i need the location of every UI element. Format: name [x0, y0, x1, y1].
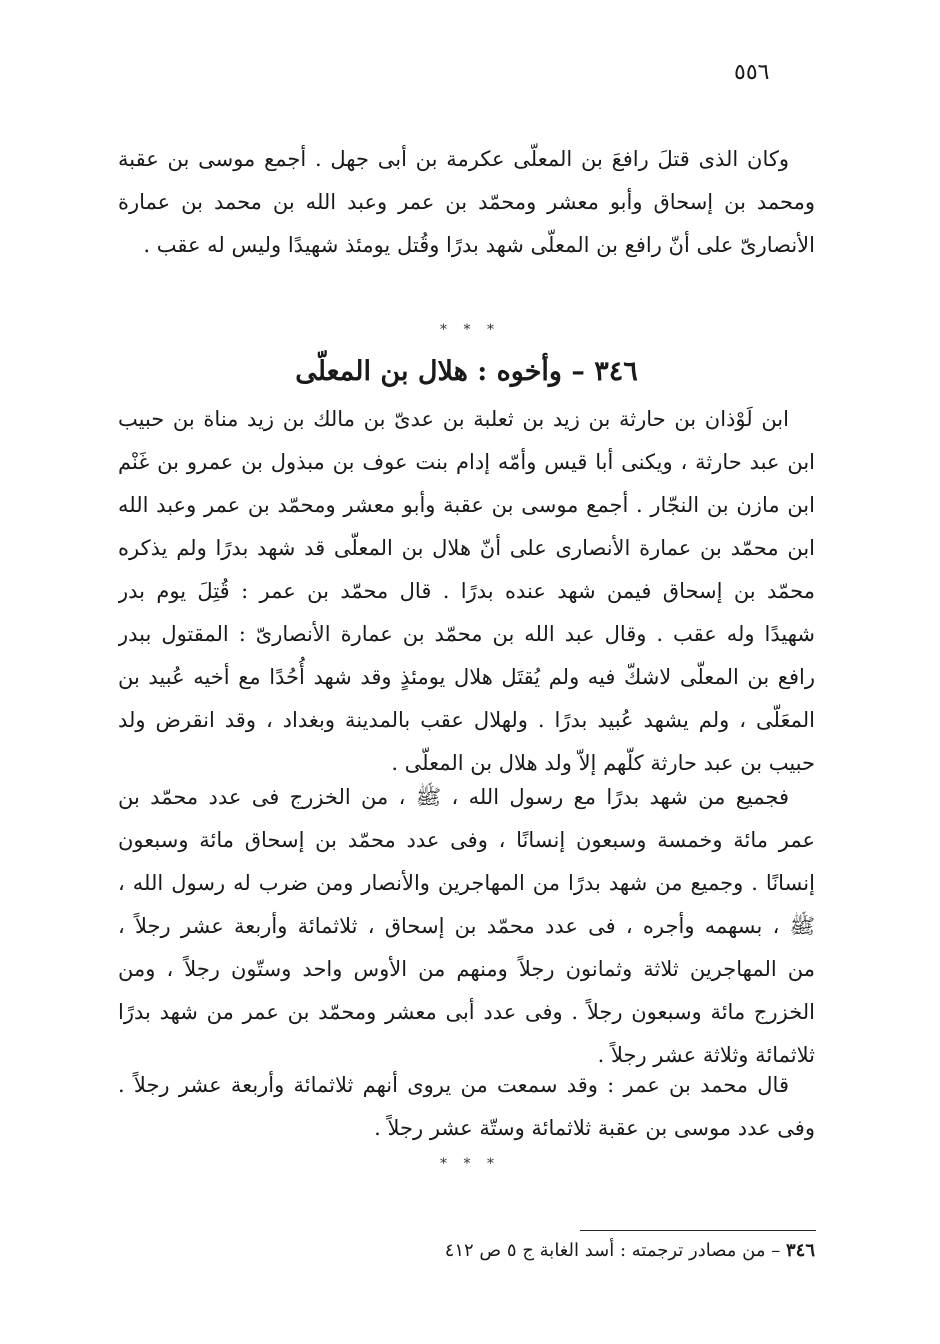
text-line: ابن مازن بن النجّار . أجمع موسى بن عقبة وأبو معشر ومحمّد بن عمر وعبد الله	[118, 493, 815, 517]
text-line: رافع بن المعلّى لاشكّ فيه ولم يُقتَل هلال يومئذٍ وقد شهد أُحُدًا مع أخيه عُبيد بن	[118, 665, 815, 689]
page-number: ٥٥٦	[734, 60, 770, 85]
footnote	[118, 1240, 815, 1261]
badr-count-paragraph	[118, 776, 815, 1077]
text-line: شهيدًا وله عقب . وقال عبد الله بن محمّد بن عمارة الأنصارىّ : المقتول ببدر	[118, 622, 815, 646]
section-separator: * * *	[440, 1156, 500, 1172]
text-line: ومحمد بن إسحاق وأبو معشر ومحمّد بن عمر وعبد الله بن محمد بن عمارة	[118, 190, 815, 214]
text-line: ابن لَوْذان بن حارثة بن زيد بن ثعلبة بن عدىّ بن مالك بن زيد مناة بن حبيب	[118, 407, 789, 431]
closing-paragraph	[118, 1064, 815, 1150]
text-line: ﷺ ، بسهمه وأجره ، فى عدد محمّد بن إسحاق ، ثلاثمائة وأربعة عشر رجلاً ،	[118, 914, 815, 938]
text-line: ابن عبد حارثة ، ويكنى أبا قيس وأمّه إدام بنت عوف بن مبذول بن عمرو بن غَنْم	[118, 450, 815, 474]
text-line: الأنصارىّ على أنّ رافع بن المعلّى شهد بدرًا وقُتل يومئذ شهيدًا وليس له عقب .	[143, 233, 815, 257]
text-line: محمّد بن إسحاق فيمن شهد عنده بدرًا . قال محمّد بن عمر : قُتِلَ يوم بدر	[118, 579, 815, 603]
footnote-divider	[580, 1230, 816, 1231]
text-line: إنسانًا . وجميع من شهد بدرًا من المهاجرين والأنصار ومن ضرب له رسول الله ،	[118, 871, 815, 895]
footnote-text: – من مصادر ترجمته : أسد الغابة ج ٥ ص ٤١٢	[444, 1240, 781, 1261]
text-line: ثلاثمائة وثلاثة عشر رجلاً .	[597, 1043, 815, 1067]
text-line: من المهاجرين ثلاثة وثمانون رجلاً ومنهم من الأوس واحد وستّون رجلاً ، ومن	[118, 957, 815, 981]
text-line: وفى عدد موسى بن عقبة ثلاثمائة وستّة عشر رجلاً .	[374, 1116, 815, 1140]
text-line: ابن محمّد بن عمارة الأنصارى على أنّ هلال بن المعلّى قد شهد بدرًا ولم يذكره	[118, 536, 815, 560]
section-separator: * * *	[440, 322, 500, 338]
text-line: عمر مائة وخمسة وسبعون إنسانًا ، وفى عدد محمّد بن إسحاق مائة وسبعون	[118, 828, 815, 852]
intro-paragraph	[118, 138, 815, 267]
text-line: قال محمد بن عمر : وقد سمعت من يروى أنهم ثلاثمائة وأربعة عشر رجلاً .	[118, 1073, 789, 1097]
text-line: حبيب بن عبد حارثة كلّهم إلاّ ولد هلال بن المعلّى .	[391, 751, 815, 775]
footnote-number: ٣٤٦	[785, 1240, 815, 1261]
text-line: المعَلّى ، ولم يشهد عُبيد بدرًا . ولهلال عقب بالمدينة وبغداد ، وقد انقرض ولد	[118, 708, 815, 732]
biography-paragraph	[118, 398, 815, 785]
entry-heading: ٣٤٦ – وأخوه : هلال بن المعلّى	[295, 356, 638, 387]
text-line: وكان الذى قتلَ رافعَ بن المعلّى عكرمة بن أبى جهل . أجمع موسى بن عقبة	[118, 147, 789, 171]
text-line: فجميع من شهد بدرًا مع رسول الله ، ﷺ ، من الخزرج فى عدد محمّد بن	[118, 785, 789, 809]
text-line: الخزرج مائة وسبعون رجلاً . وفى عدد أبى معشر ومحمّد بن عمر من شهد بدرًا	[118, 1000, 815, 1024]
